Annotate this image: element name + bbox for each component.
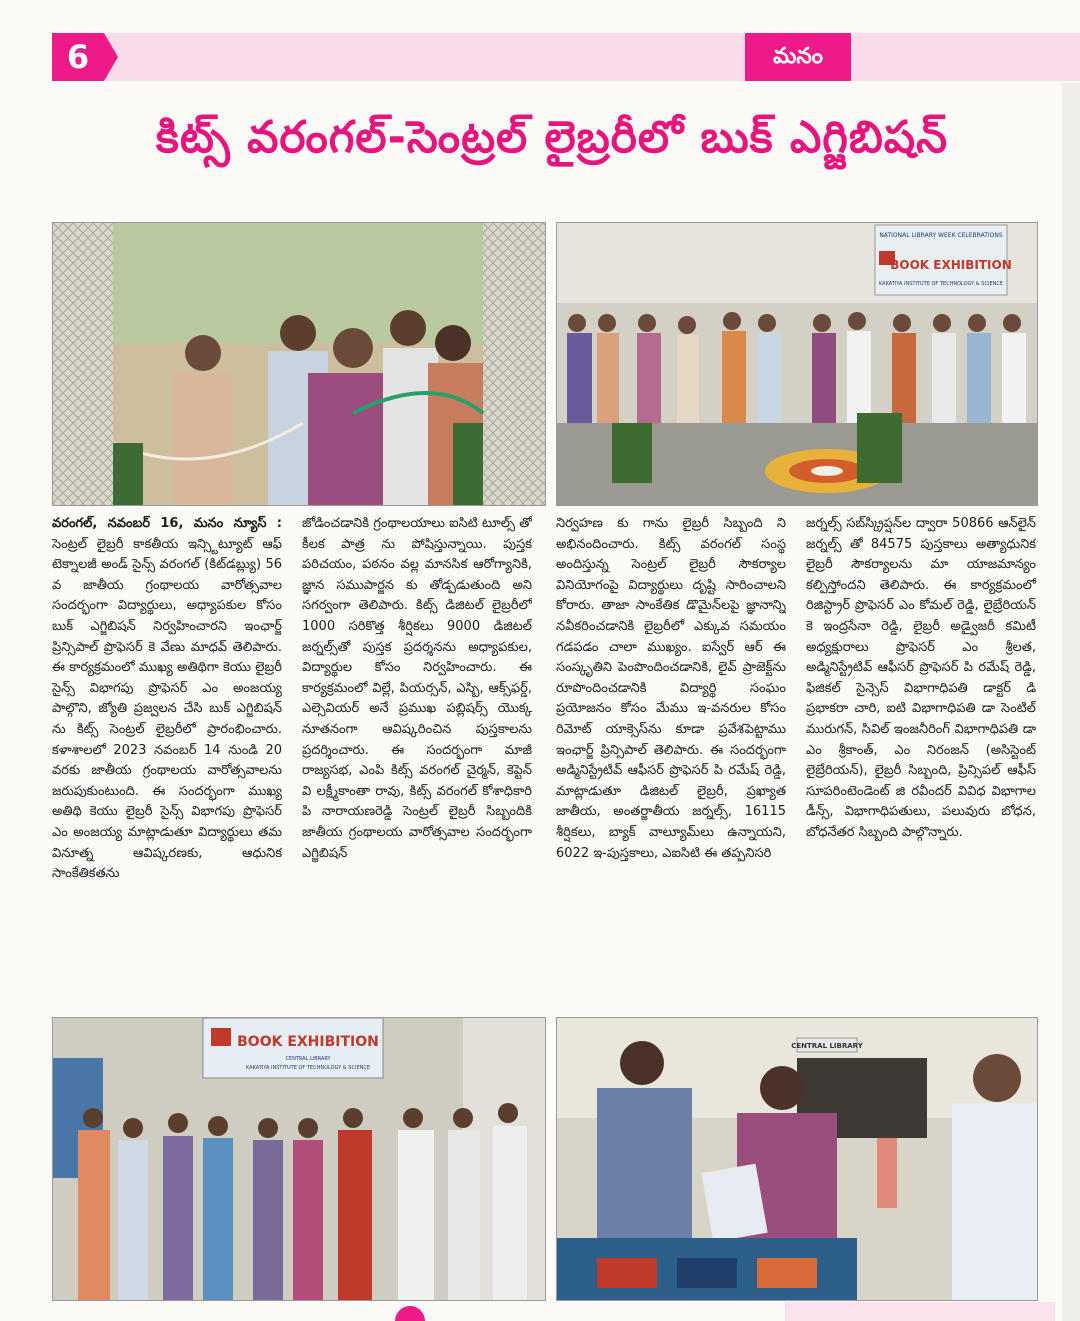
article-text-4: జర్నల్స్ సబ్‌స్క్రిప్షన్‌ల ద్వారా 50866 ఆన్‌లైన్ జర్నల్స్ తో 84575 పుస్తకాలు అత్యాధునిక లైబ్రరీ సౌకర్యాలను మా యాజమాన్యం కల్పిస్తోందని తెలిపారు. ఈ కార్యక్రమంలో రిజిస్ట్రార్ ప్రొఫెసర్ ఎం కోమల్ రెడ్డి, లైబ్రేరియన్ కె ఇంద్రసేనా రెడ్డి, లైబ్రరీ అడ్వైజరీ కమిటీ అధ్యక్షురాలు ప్రొఫెసర్ ఎం శ్రీలత, అడ్మినిస్ట్రేటివ్ ఆఫీసర్ ప్రొఫెసర్ పి రమేష్ రెడ్డి, ఫిజికల్ సైన్సెస్ విభాగాధిపతి డాక్టర్ డి ప్రభాకరా చారి, ఐటి విభాగాధిపతి డా సెంటిల్ మురుగన్, సివిల్ ఇంజనీరింగ్ విభాగాధిపతి డా ఎం శ్రీకాంత్, ఎం నిరంజన్ (అసిస్టెంట్ లైబ్రేరియన్), లైబ్రరీ సిబ్బంది, ప్రిన్సిపల్ ఆఫీస్ సూపరింటెండెంట్ జి రవీందర్ వివిధ విభాగాల డీన్స్, విభాగాధిపతులు, పలువురు బోధన, బోధనేతర సిబ్బంది పాల్గొన్నారు. (806, 516, 1036, 840)
adjacent-page-strip (1062, 83, 1080, 1321)
header-band (52, 33, 1080, 81)
article-text-3: నిర్వహణ కు గాను లైబ్రరీ సిబ్బంది ని అభినందించారు. కిట్స్ వరంగల్ సంస్థ అందిస్తున్న సెంట్రల్ లైబ్రరీ సౌకర్యాల వినియోగంపై విద్యార్థులు దృష్టి సారించాలని కోరారు. తాజా సాంకేతిక డొమైన్‌లపై జ్ఞానాన్ని నవీకరించడానికి లైబ్రరీలో ఎక్కువ సమయం గడపడం చాలా ముఖ్యం. ఐస్వేర్ ఆర్ ఈ సంస్కృతిని పెంపొందించడానికి, లైవ్ ప్రాజెక్ట్‌ను రూపొందించడానికి విద్యార్థి సంఘం ప్రయోజనం కోసం మేము ఇ-వనరుల కోసం రిమోట్ యాక్సెస్‌ను కూడా ప్రవేశపెట్టాము ఇంఛార్జ్ ప్రిన్సిపాల్ తెలిపారు. ఈ సందర్భంగా అడ్మినిస్ట్రేటివ్ ఆఫీసర్ ప్రొఫెసర్ పి రమేష్ రెడ్డి, మాట్లాడుతూ డిజిటల్ లైబ్రరీ, ప్రఖ్యాత జాతీయ, అంతర్జాతీయ జర్నల్స్, 16115 శీర్షికలు, బ్యాక్ వాల్యూమ్‌లు ఉన్నాయని, 6022 ఇ-పుస్తకాలు, ఎఐసిటి ఈ తప్పనిసరి (556, 516, 786, 861)
page-number: 6 (52, 33, 104, 81)
article-text-1: సెంట్రల్ లైబ్రరీ కాకతీయ ఇన్స్టిట్యూట్ ఆఫ్ టెక్నాలజీ అండ్ సైన్స్ వరంగల్ (కిట్‌డబ్ల్యు) 56 వ జాతీయ గ్రంథాలయ వారోత్సవాల సందర్భంగా విద్యార్థులు, అధ్యాపకుల కోసం బుక్ ఎగ్జిబిషన్ నిర్వహించారని ఇంఛార్జ్ ప్రిన్సిపాల్ ప్రొఫెసర్ కె వేణు మాధవ్ తెలిపారు. ఈ కార్యక్రమంలో ముఖ్య అతిథిగా కెయు లైబ్రరీ సైన్స్ విభాగపు ప్రొఫెసర్ ఎం అంజయ్య పాల్గొని, జ్యోతి ప్రజ్వలన చేసి బుక్ ఎగ్జిబిషన్ ను కిట్స్ సెంట్రల్ లైబ్రరీలో ప్రారంభించారు. కళాశాలలో 2023 నవంబర్ 14 నుండి 20 వరకు జాతీయ గ్రంథాలయ వారోత్సవాలను జరుపుకుంటుంది. ఈ సందర్భంగా ముఖ్య అతిథి కెయు లైబ్రరీ సైన్స్ విభాగపు ప్రొఫెసర్ ఎం అంజయ్య మాట్లాడుతూ విద్యార్థులు తమ వినూత్న ఆవిష్కరణకు, ఆధునిక సాంకేతికతను (52, 536, 282, 882)
bottom-bar (785, 1302, 1055, 1321)
banner-subtitle: KAKATIYA INSTITUTE OF TECHNOLOGY & SCIENCE (878, 281, 1004, 287)
photo-ribbon-cutting (52, 222, 546, 506)
article-column-3 (556, 514, 786, 1004)
sign-central-library: CENTRAL LIBRARY (791, 1042, 863, 1050)
banner-small-text: NATIONAL LIBRARY WEEK CELEBRATIONS (879, 232, 1003, 239)
photo-browsing-books (556, 1017, 1038, 1301)
article-text-2: జోడించడానికి గ్రంథాలయాలు ఐసిటి టూల్స్ తో కీలక పాత్ర ను పోషిస్తున్నాయి. పుస్తక పరిచయం, పఠనం వల్ల మానసిక ఆరోగ్యానికి, జ్ఞాన సముపార్జన కు తోడ్పడుతుంది అని సగర్వంగా తెలిపారు. కిట్స్ డిజిటల్ లైబ్రరీలో 1000 సరికొత్త శీర్షికలు 9000 డిజిటల్ జర్నల్స్‌తో పుస్తక ప్రదర్శనను అధ్యాపకుల, విద్యార్థుల కోసం నిర్వహించారు. ఈ కార్యక్రమంలో విల్లే, పియర్సన్, ఎస్బి, ఆక్స్‌ఫర్డ్, ఎల్సెవియర్ అనే ప్రముఖ పబ్లిషర్స్ యొక్క నూతనంగా ఆవిష్కరించిన పుస్తకాలను ప్రదర్శించారు. ఈ సందర్భంగా మాజీ రాజ్యసభ, ఎంపి కిట్స్ వరంగల్ చైర్మన్, కెప్టెన్ వి లక్ష్మీకాంతా రావు, కిట్స్ వరంగల్ కోశాధికారి పి నారాయణరెడ్డి సెంట్రల్ లైబ్రరీ సిబ్బందికి జాతీయ గ్రంథాలయ వారోత్సవాల సందర్భంగా ఎగ్జిబిషన్ (302, 516, 532, 861)
bottom-decoration (395, 1306, 425, 1321)
photo-book-presentation (52, 1017, 546, 1301)
article-column-1 (52, 514, 282, 1004)
photo-exhibition-group (556, 222, 1038, 506)
headline: కిట్స్ వరంగల్-సెంట్రల్ లైబ్రరీలో బుక్ ఎగ్జిబిషన్ (155, 112, 949, 163)
banner-title: BOOK EXHIBITION (890, 258, 1012, 272)
dateline: వరంగల్, నవంబర్ 16, మనం న్యూస్ : (52, 516, 282, 531)
article-column-4 (806, 514, 1036, 1004)
banner-title-2: BOOK EXHIBITION (237, 1034, 379, 1050)
banner-subtitle-2b: CENTRAL LIBRARY (285, 1056, 331, 1062)
masthead-logo: మనం (745, 33, 851, 81)
article-column-2 (302, 514, 532, 1004)
banner-subtitle-2: KAKATIYA INSTITUTE OF TECHNOLOGY & SCIENCE (245, 1065, 371, 1071)
